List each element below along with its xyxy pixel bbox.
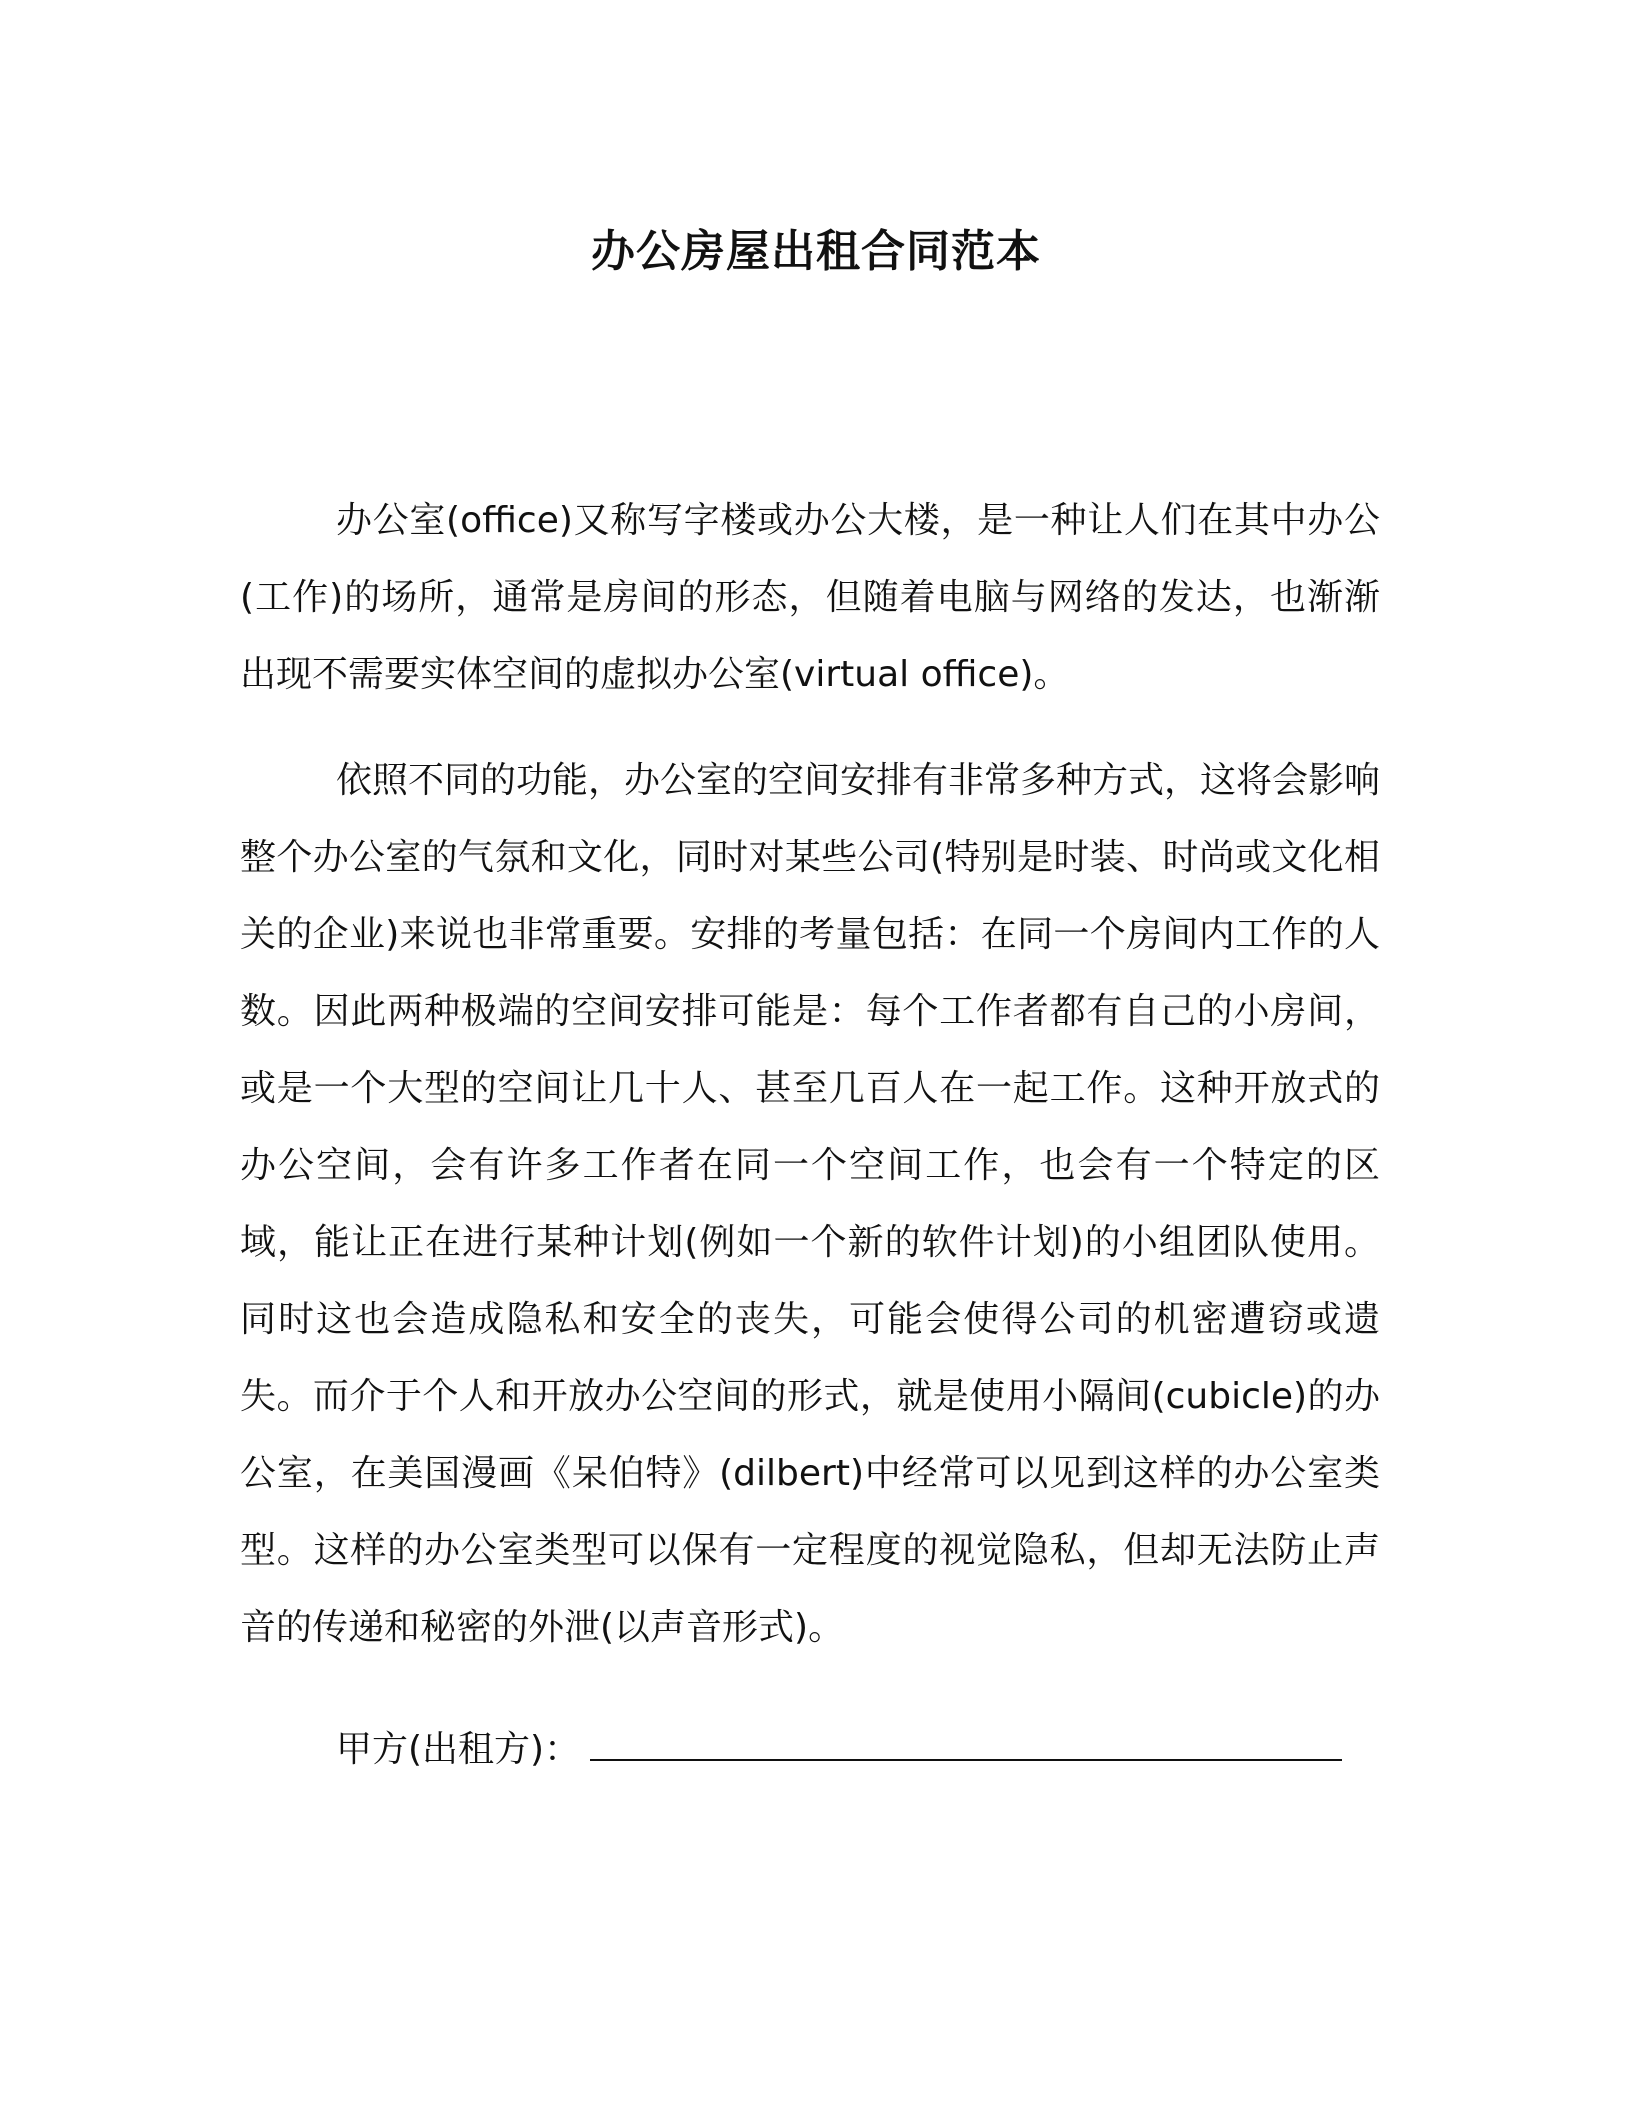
office-layout-paragraph: 依照不同的功能，办公室的空间安排有非常多种方式，这将会影响整个办公室的气氛和文化，同时对某些公司(特别是时装、时尚或文化相关的企业)来说也非常重要。安排的考量包括：在同一个房间内工作的人数。因此两种极端的空间安排可能是：每个工作者都有自己的小房间，或是一个大型的空间让几十人、甚至几百人在一起工作。这种开放式的办公空间，会有许多工作者在同一个空间工作，也会有一个特定的区域，能让正在进行某种计划(例如一个新的软件计划)的小组团队使用。同时这也会造成隐私和安全的丧失，可能会使得公司的机密遭窃或遗失。而介于个人和开放办公空间的形式，就是使用小隔间(cubicle)的办公室，在美国漫画《呆伯特》(dilbert)中经常可以见到这样的办公室类型。这样的办公室类型可以保有一定程度的视觉隐私，但却无法防止声音的传递和秘密的外泄(以声音形式)。: [240, 760, 1381, 1648]
document-title: 办公房屋出租合同范本: [591, 226, 1041, 277]
party-a-label: 甲方(出租方)：: [336, 1729, 581, 1770]
intro-paragraph: 办公室(office)又称写字楼或办公大楼，是一种让人们在其中办公(工作)的场所，通常是房间的形态，但随着电脑与网络的发达，也渐渐出现不需要实体空间的虚拟办公室(virtual office)。: [240, 500, 1380, 695]
party-a-blank-field: [590, 1721, 1342, 1761]
party-a-line: [336, 1711, 1342, 1788]
